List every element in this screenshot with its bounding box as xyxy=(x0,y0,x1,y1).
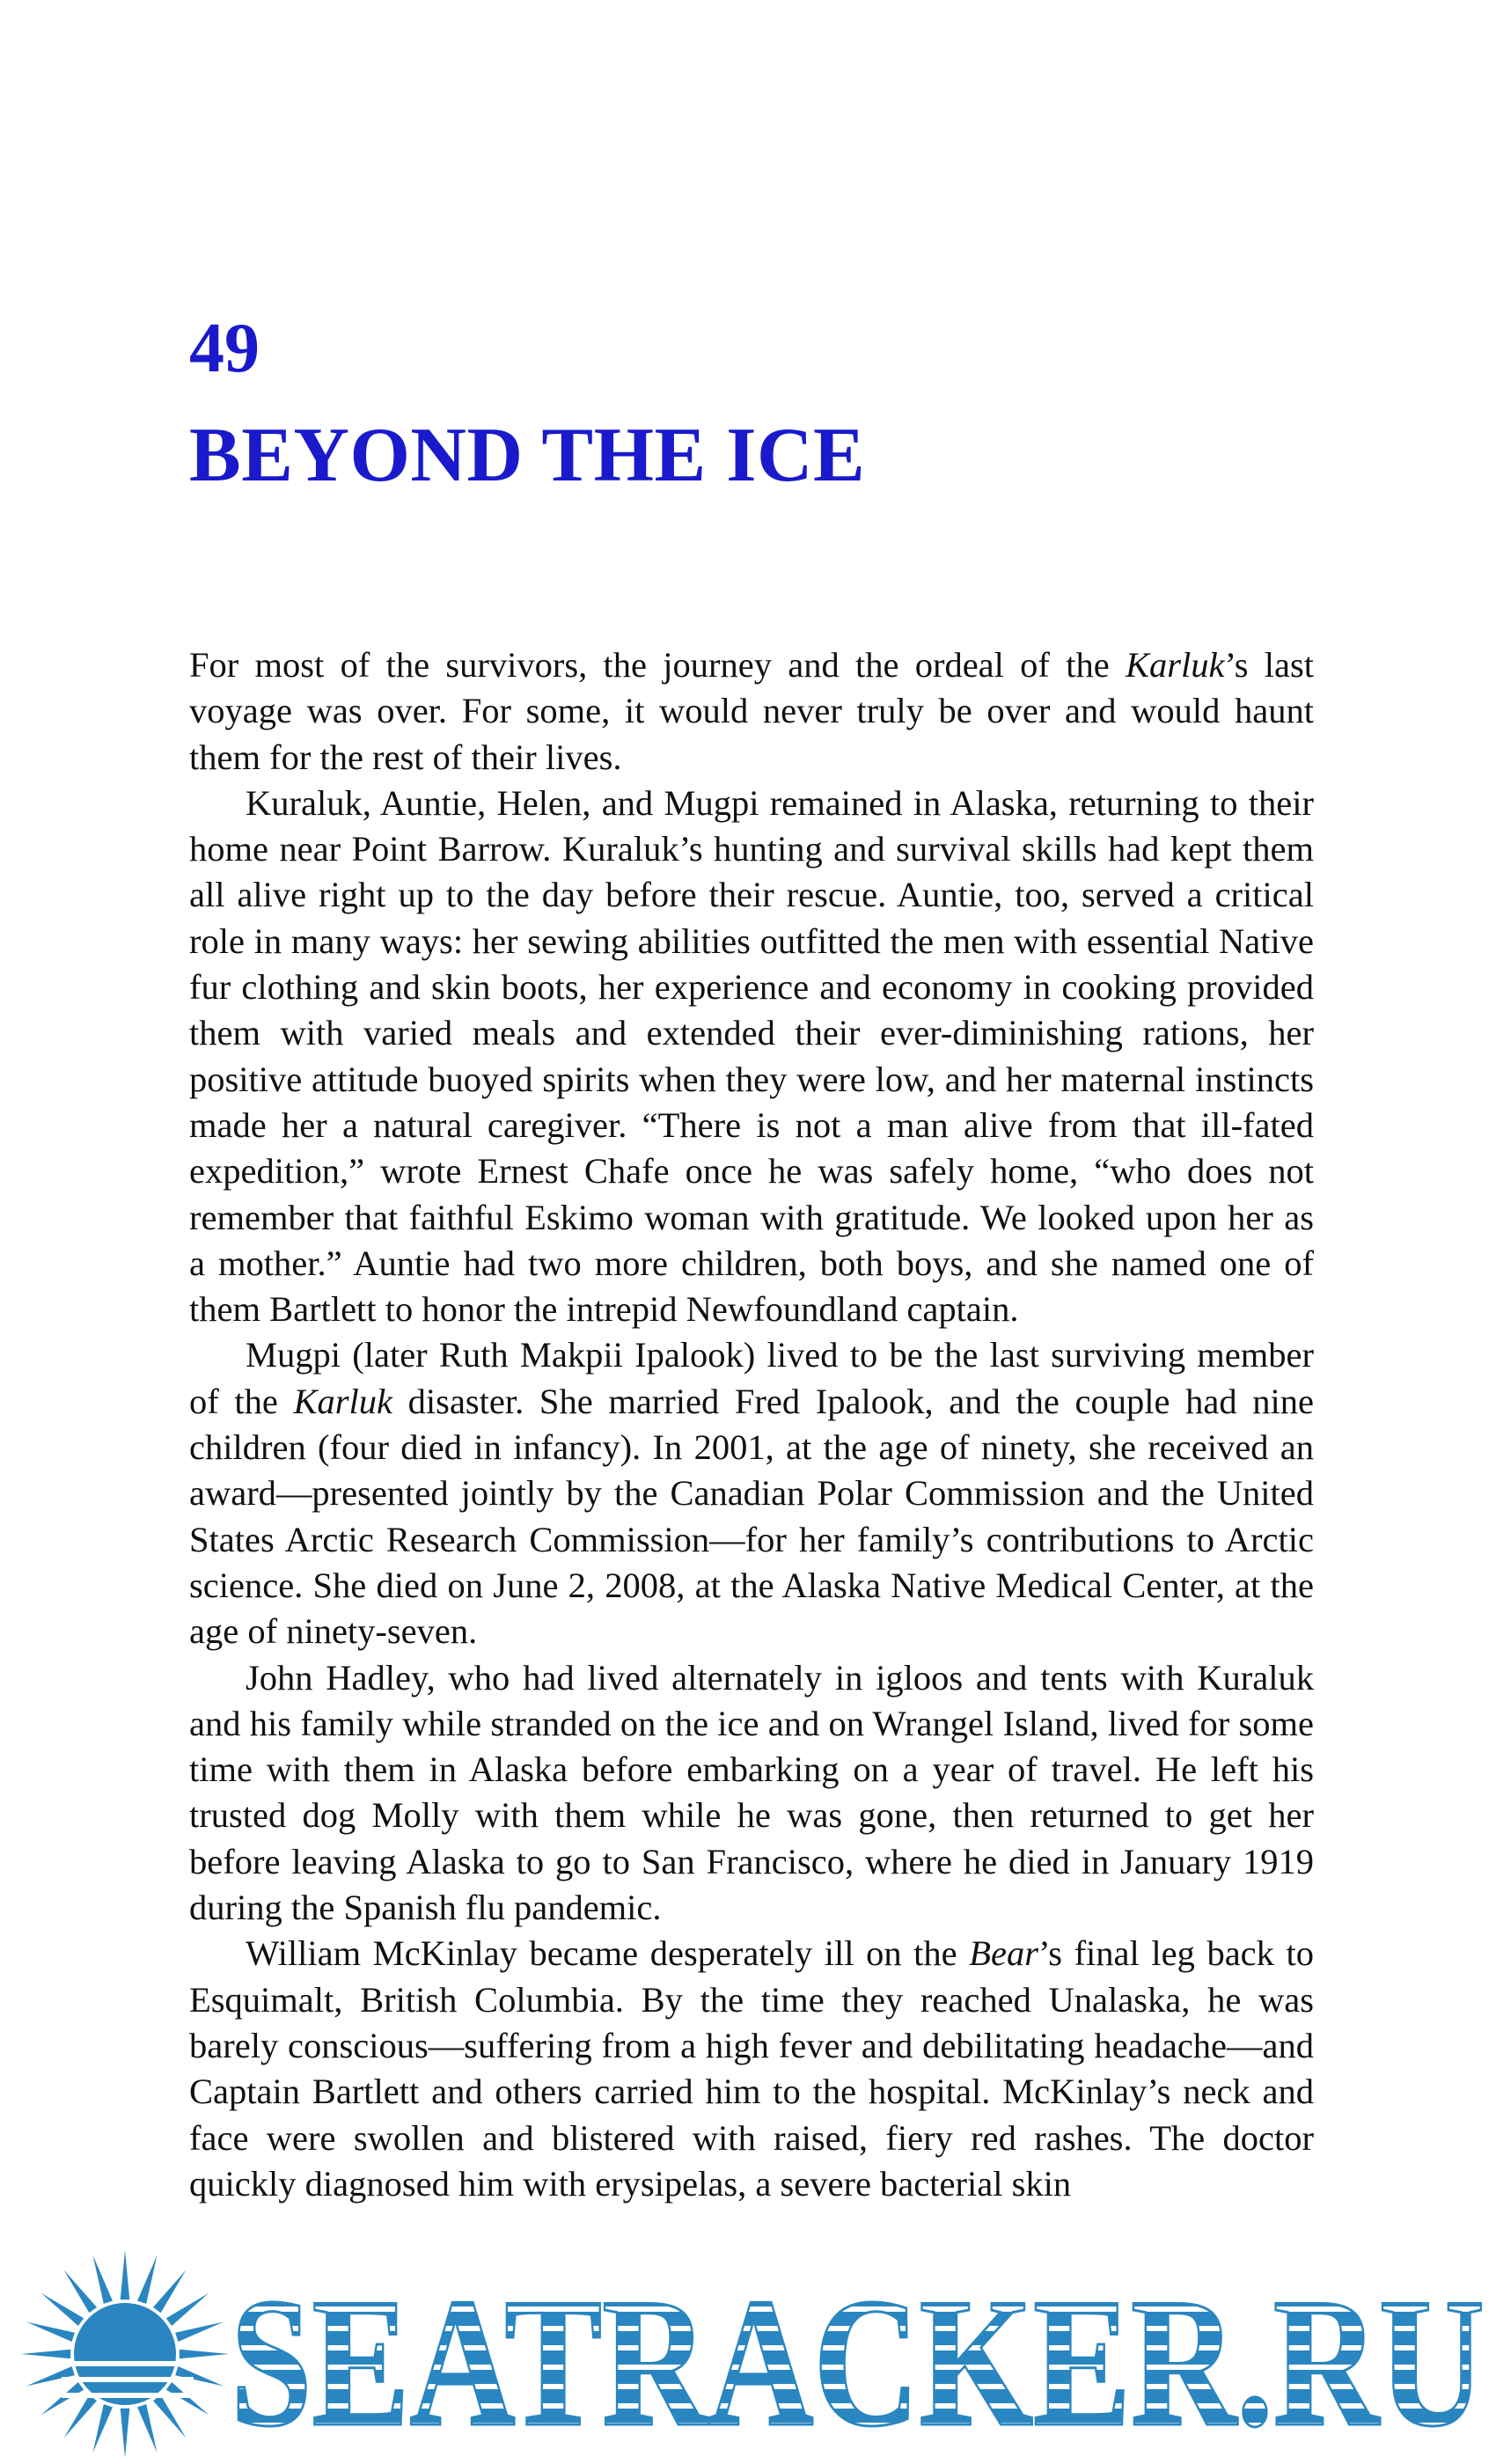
sun-ray xyxy=(21,2350,70,2359)
sun-ray xyxy=(137,2255,158,2304)
sun-ray xyxy=(64,2270,97,2314)
paragraph xyxy=(189,781,1314,1333)
chapter-number: 49 xyxy=(189,310,260,387)
watermark xyxy=(0,2248,1496,2464)
svg-text:SEATRACKER.RU: SEATRACKER.RU xyxy=(231,2273,1485,2449)
paragraph xyxy=(189,1655,1314,1932)
sun-ray xyxy=(175,2322,224,2343)
italic-text: Karluk xyxy=(293,1381,393,1421)
sun-ray xyxy=(175,2366,224,2387)
sun-ray xyxy=(93,2404,114,2453)
chapter-title: BEYOND THE ICE xyxy=(189,413,866,498)
sun-ray xyxy=(166,2293,209,2326)
text-run: disaster. She married Fred Ipalook, and the couple had nine children (four died in infancy). In 2001, at the age of ninety, she received an award—presented jointly by the Canadian Polar Commission and the United States Arctic Research Commission—for her family’s contributions to Arctic science. She died on June 2, 2008, at the Alaska Native Medical Center, at the age of ninety-seven. xyxy=(189,1381,1314,1652)
paragraph xyxy=(189,1931,1314,2207)
text-run: ’s final leg back to Esquimalt, British Columbia. By the time they reached Unalaska, he was barely conscious—suffering from a high fever and debilitating headache—and Captain Bartlett and others carried him to the hospital. McKinlay’s neck and face were swollen and blistered with raised, fiery red rashes. The doctor quickly diagnosed him with erysipelas, a severe bacterial skin xyxy=(189,1933,1314,2204)
sun-ray xyxy=(26,2322,75,2343)
sun-ray xyxy=(41,2382,84,2415)
sun-ray xyxy=(153,2270,186,2314)
sun-ray xyxy=(121,2409,130,2458)
watermark-text xyxy=(231,2273,1489,2449)
sun-icon xyxy=(9,2248,233,2460)
sun-ray xyxy=(26,2366,75,2387)
sun-ray xyxy=(153,2395,186,2438)
body-text xyxy=(189,642,1314,2207)
text-run: John Hadley, who had lived alternately in igloos and tents with Kuraluk and his family while stranded on the ice and on Wrangel Island, lived for some time with them in Alaska before embarking on a year of travel. He left his trusted dog Molly with them while he was gone, then returned to get her before leaving Alaska to go to San Francisco, where he died in January 1919 during the Spanish flu pandemic. xyxy=(189,1657,1314,1928)
sun-ray xyxy=(121,2250,130,2299)
sun-ray xyxy=(64,2395,97,2438)
sun-ray xyxy=(41,2293,84,2326)
sun-ray xyxy=(93,2255,114,2304)
sun-ray xyxy=(137,2404,158,2453)
sun-ray xyxy=(180,2350,229,2359)
italic-text: Karluk xyxy=(1125,645,1225,685)
italic-text: Bear xyxy=(969,1933,1038,1974)
paragraph xyxy=(189,1332,1314,1654)
paragraph xyxy=(189,642,1314,781)
sun-ray xyxy=(166,2382,209,2415)
text-run: For most of the survivors, the journey and the ordeal of the xyxy=(189,645,1126,685)
text-run: ’s last voyage was over. For some, it would never truly be over and would haunt them for the rest of their lives. xyxy=(189,645,1314,777)
text-run: Kuraluk, Auntie, Helen, and Mugpi remained in Alaska, returning to their home near Point Barrow. Kuraluk’s hunting and survival skills had kept them all alive right up to the day before their rescue. Auntie, too, served a critical role in many ways: her sewing abilities outfitted the men with essential Native fur clothing and skin boots, her experience and economy in cooking provided them with varied meals and extended their ever-diminishing rations, her positive attitude buoyed spirits when they were low, and her maternal instincts made her a natural caregiver. “There is not a man alive from that ill-fated expedition,” wrote Ernest Chafe once he was safely home, “who does not remember that faithful Eskimo woman with gratitude. We looked upon her as a mother.” Auntie had two more children, both boys, and she named one of them Bartlett to honor the intrepid Newfoundland captain. xyxy=(189,782,1314,1330)
text-run: William McKinlay became desperately ill on the xyxy=(246,1933,970,1974)
text-run: Mugpi (later Ruth Makpii Ipalook) lived to be the last surviving member of the xyxy=(189,1335,1314,1421)
